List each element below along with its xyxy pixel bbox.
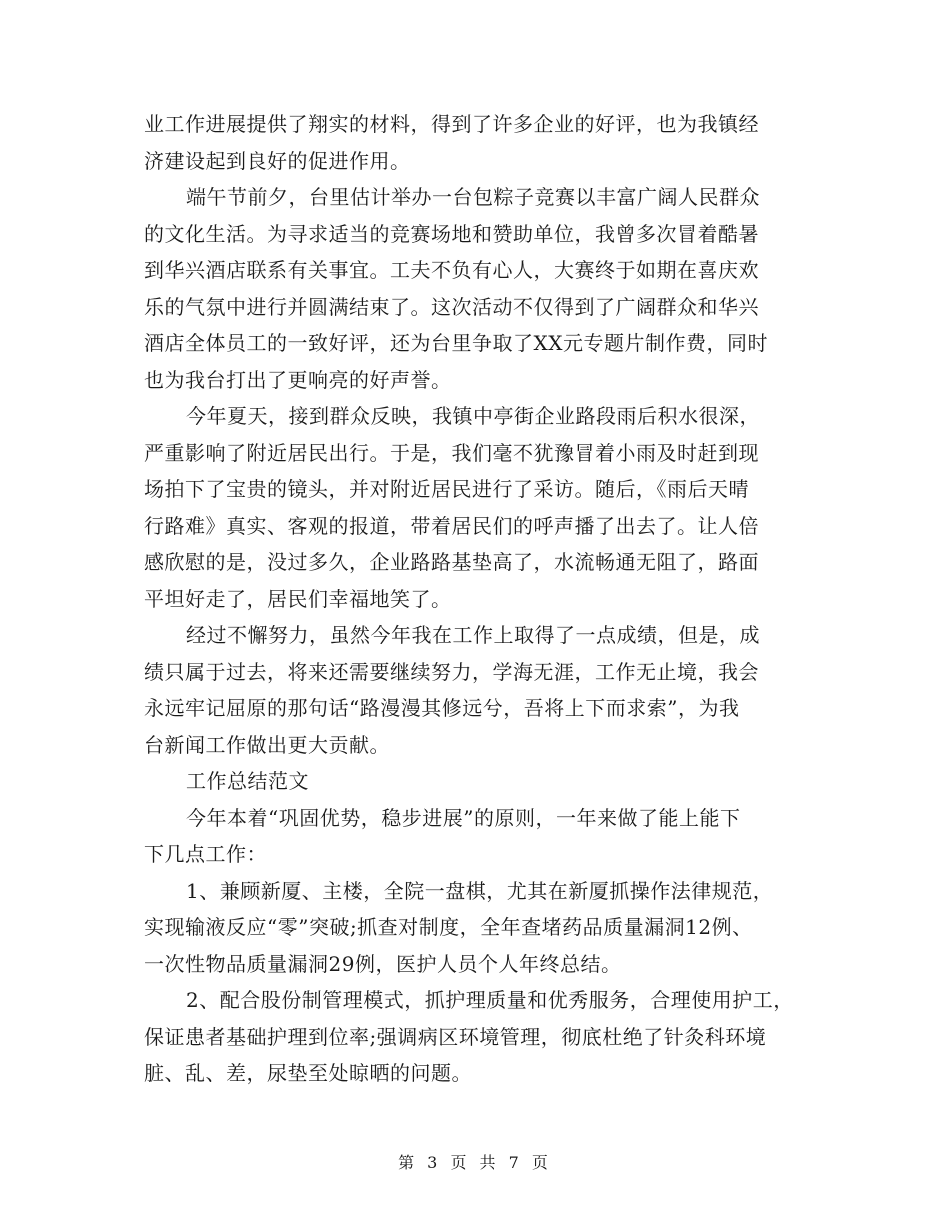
text-line: 场拍下了宝贵的镜头，并对附近居民进行了采访。随后，《雨后天晴 (144, 477, 749, 501)
text-line: 严重影响了附近居民出行。于是，我们毫不犹豫冒着小雨及时赶到现 (144, 440, 759, 465)
text-line: 行路难》真实、客观的报道，带着居民们的呼声播了出去了。让人倍 (144, 513, 759, 538)
text-line: 经过不懈努力，虽然今年我在工作上取得了一点成绩，但是，成 (186, 623, 760, 647)
text-line: 济建设起到良好的促进作用。 (144, 148, 411, 173)
page-footer: 第 3 页 共 7 页 (398, 1153, 552, 1172)
text-line: 平坦好走了，居民们幸福地笑了。 (144, 586, 452, 611)
text-line: 2、配合股份制管理模式，抓护理质量和优秀服务，合理使用护工， (186, 988, 794, 1012)
text-line: 乐的气氛中进行并圆满结束了。这次活动不仅得到了广阔群众和华兴 (144, 294, 759, 319)
text-line: 实现输液反应“零”突破;抓查对制度，全年查堵药品质量漏洞12例、 (144, 915, 753, 939)
text-line: 到华兴酒店联系有关事宜。工夫不负有心人，大赛终于如期在喜庆欢 (144, 258, 759, 282)
text-line: 下几点工作： (144, 842, 267, 866)
text-line: 酒店全体员工的一致好评，还为台里争取了XX元专题片制作费，同时 (144, 331, 768, 355)
text-line: 永远牢记屈原的那句话“路漫漫其修远兮，吾将上下而求索”，为我 (144, 696, 740, 720)
text-line: 工作总结范文 (186, 769, 309, 793)
body-text (144, 106, 804, 1092)
text-line: 保证患者基础护理到位率;强调病区环境管理，彻底杜绝了针灸科环境 (144, 1024, 767, 1049)
text-line: 台新闻工作做出更大贡献。 (144, 732, 390, 757)
text-line: 1、兼顾新厦、主楼，全院一盘棋，尤其在新厦抓操作法律规范， (186, 878, 774, 903)
text-line: 一次性物品质量漏洞29例，医护人员个人年终总结。 (144, 951, 622, 976)
text-line: 也为我台打出了更响亮的好声誉。 (144, 367, 452, 392)
text-line: 的文化生活。为寻求适当的竞赛场地和赞助单位，我曾多次冒着酷暑 (144, 221, 759, 246)
text-line: 今年本着“巩固优势，稳步进展”的原则，一年来做了能上能下 (186, 805, 741, 830)
text-line: 今年夏天，接到群众反映，我镇中亭街企业路段雨后积水很深， (186, 404, 760, 428)
text-line: 绩只属于过去，将来还需要继续努力，学海无涯，工作无止境，我会 (144, 659, 759, 684)
text-line: 端午节前夕，台里估计举办一台包粽子竞赛以丰富广阔人民群众 (186, 185, 760, 209)
text-line: 业工作进展提供了翔实的材料，得到了许多企业的好评，也为我镇经 (144, 112, 759, 136)
text-line: 脏、乱、差，尿垫至处晾晒的问题。 (144, 1061, 472, 1085)
text-line: 感欣慰的是，没过多久，企业路路基垫高了，水流畅通无阻了，路面 (144, 550, 759, 574)
